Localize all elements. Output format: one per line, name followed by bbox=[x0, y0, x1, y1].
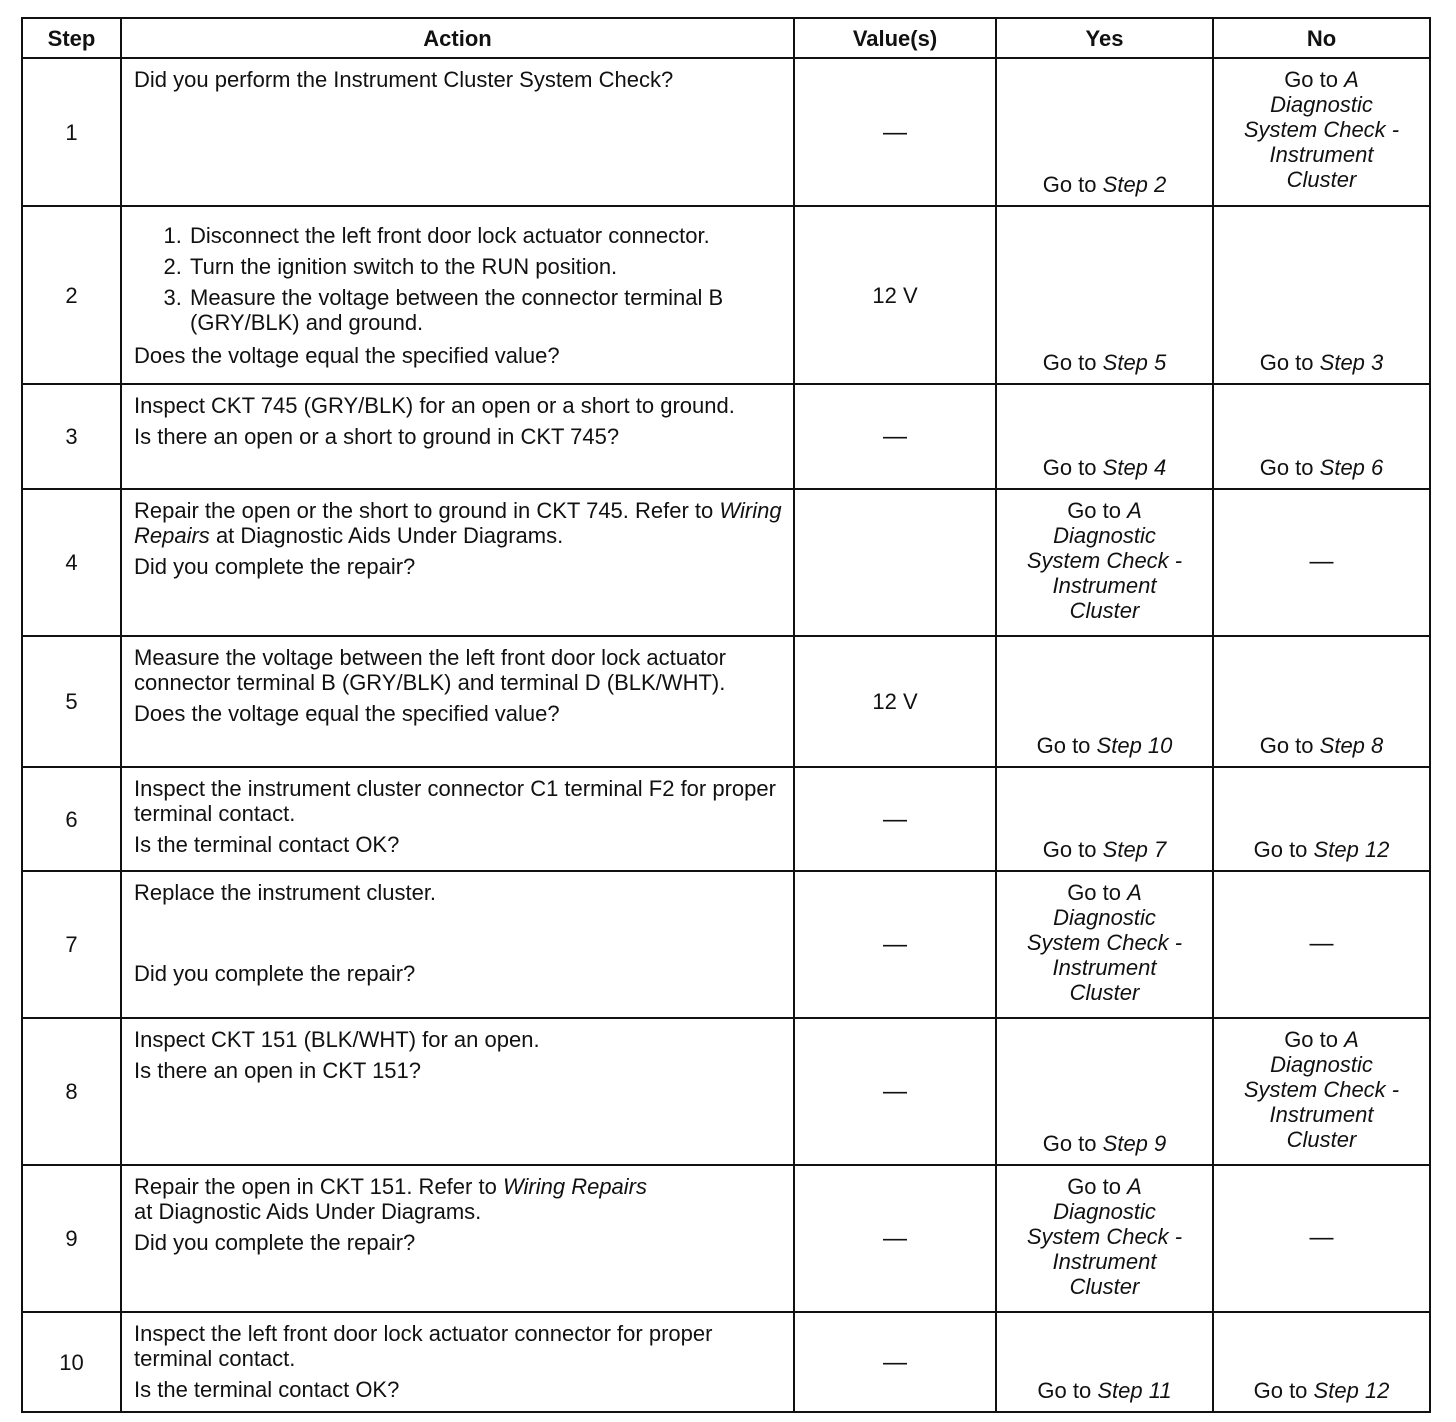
goto-link[interactable]: Step 5 bbox=[1102, 350, 1167, 375]
yes-cell: Go to Step 7 bbox=[996, 767, 1213, 871]
diagnostic-table bbox=[21, 17, 1431, 1413]
yes-cell bbox=[996, 871, 1213, 1018]
action-cell bbox=[121, 489, 794, 636]
goto-link[interactable]: Step 6 bbox=[1319, 455, 1384, 480]
action-question: Does the voltage equal the specified value? bbox=[134, 343, 560, 368]
action-cell bbox=[121, 206, 794, 384]
no-cell bbox=[1213, 1018, 1430, 1165]
action-question: Is there an open or a short to ground in CKT 745? bbox=[134, 424, 620, 449]
table-row bbox=[22, 1312, 1430, 1412]
action-text: Replace the instrument cluster. bbox=[134, 880, 437, 905]
action-cell bbox=[121, 58, 794, 206]
step-number: 4 bbox=[22, 489, 121, 636]
value-cell: — bbox=[794, 58, 996, 206]
action-question: Does the voltage equal the specified value? bbox=[134, 701, 560, 726]
step-number: 3 bbox=[22, 384, 121, 489]
yes-cell: Go to Step 5 bbox=[996, 206, 1213, 384]
no-cell: — bbox=[1213, 871, 1430, 1018]
list-item: 3. Measure the voltage between the connector terminal B (GRY/BLK) and ground. bbox=[188, 285, 783, 335]
goto-link[interactable]: Step 10 bbox=[1096, 733, 1173, 758]
step-number: 2 bbox=[22, 206, 121, 384]
goto-diag-link[interactable]: Go to A Diagnostic System Check - Instrument Cluster bbox=[1243, 67, 1400, 192]
goto-link[interactable]: Step 9 bbox=[1102, 1131, 1167, 1156]
table-row bbox=[22, 636, 1430, 767]
wiring-repairs-ref: Wiring Repairs bbox=[502, 1174, 648, 1199]
no-cell: — bbox=[1213, 489, 1430, 636]
goto-link[interactable]: Step 8 bbox=[1319, 733, 1384, 758]
yes-cell: Go to Step 11 bbox=[996, 1312, 1213, 1412]
goto-diag-link[interactable]: Go to A Diagnostic System Check - Instrument Cluster bbox=[1026, 1174, 1183, 1299]
action-text: Did you perform the Instrument Cluster System Check? bbox=[134, 67, 674, 92]
action-text: Inspect the instrument cluster connector C1 terminal F2 for proper terminal contact. bbox=[134, 776, 776, 826]
goto-link[interactable]: Step 7 bbox=[1102, 837, 1167, 862]
step-number: 9 bbox=[22, 1165, 121, 1312]
header-no: No bbox=[1213, 18, 1430, 58]
table-row bbox=[22, 871, 1430, 1018]
step-number: 8 bbox=[22, 1018, 121, 1165]
list-item: 2. Turn the ignition switch to the RUN position. bbox=[188, 254, 783, 279]
header-step: Step bbox=[22, 18, 121, 58]
value-cell: — bbox=[794, 871, 996, 1018]
table-row bbox=[22, 58, 1430, 206]
goto-text: Go to bbox=[1042, 172, 1097, 197]
goto-diag-link[interactable]: Go to A Diagnostic System Check - Instrument Cluster bbox=[1243, 1027, 1400, 1152]
value-cell: 12 V bbox=[794, 206, 996, 384]
action-cell bbox=[121, 1018, 794, 1165]
action-text: Measure the voltage between the left front door lock actuator connector terminal B (GRY/BLK) and terminal D (BLK/WHT). bbox=[134, 645, 726, 695]
goto-link[interactable]: Step 11 bbox=[1097, 1378, 1172, 1403]
no-cell: Go to Step 6 bbox=[1213, 384, 1430, 489]
action-question: Is there an open in CKT 151? bbox=[134, 1058, 422, 1083]
table-header-row bbox=[22, 18, 1430, 58]
action-cell bbox=[121, 384, 794, 489]
action-question: Did you complete the repair? bbox=[134, 554, 416, 579]
goto-link[interactable]: Step 3 bbox=[1319, 350, 1384, 375]
value-cell: — bbox=[794, 1312, 996, 1412]
action-steps-list bbox=[134, 223, 783, 335]
goto-link[interactable]: Step 12 bbox=[1313, 837, 1390, 862]
value-cell: — bbox=[794, 1165, 996, 1312]
value-cell: — bbox=[794, 1018, 996, 1165]
action-question: Is the terminal contact OK? bbox=[134, 832, 400, 857]
table-row bbox=[22, 384, 1430, 489]
goto-link[interactable]: Step 4 bbox=[1102, 455, 1167, 480]
action-cell bbox=[121, 767, 794, 871]
action-question: Is the terminal contact OK? bbox=[134, 1377, 400, 1402]
step-number: 5 bbox=[22, 636, 121, 767]
header-yes: Yes bbox=[996, 18, 1213, 58]
list-item: 1. Disconnect the left front door lock actuator connector. bbox=[188, 223, 783, 248]
value-cell: — bbox=[794, 384, 996, 489]
yes-cell bbox=[996, 1165, 1213, 1312]
action-text: Inspect CKT 151 (BLK/WHT) for an open. bbox=[134, 1027, 540, 1052]
action-text: Inspect CKT 745 (GRY/BLK) for an open or a short to ground. bbox=[134, 393, 735, 418]
yes-cell bbox=[996, 489, 1213, 636]
action-question: Did you complete the repair? bbox=[134, 961, 416, 986]
goto-diag-link[interactable]: Go to A Diagnostic System Check - Instrument Cluster bbox=[1026, 880, 1183, 1005]
no-cell: — bbox=[1213, 1165, 1430, 1312]
table-row bbox=[22, 1165, 1430, 1312]
action-text: Repair the open in CKT 151. Refer to Wiring Repairs at Diagnostic Aids Under Diagrams. bbox=[134, 1174, 648, 1224]
no-cell: Go to Step 8 bbox=[1213, 636, 1430, 767]
no-cell: Go to Step 12 bbox=[1213, 767, 1430, 871]
no-cell bbox=[1213, 58, 1430, 206]
no-cell: Go to Step 3 bbox=[1213, 206, 1430, 384]
value-cell: 12 V bbox=[794, 636, 996, 767]
goto-link[interactable]: Step 12 bbox=[1313, 1378, 1390, 1403]
wiring-repairs-ref: Wiring Repairs bbox=[134, 498, 782, 548]
action-text: Repair the open or the short to ground in CKT 745. Refer to Wiring Repairs at Diagnostic Aids Under Diagrams. bbox=[134, 498, 782, 548]
value-cell: — bbox=[794, 767, 996, 871]
action-cell bbox=[121, 1165, 794, 1312]
action-cell bbox=[121, 636, 794, 767]
no-cell: Go to Step 12 bbox=[1213, 1312, 1430, 1412]
yes-cell: Go to Step 9 bbox=[996, 1018, 1213, 1165]
value-cell bbox=[794, 489, 996, 636]
action-question: Did you complete the repair? bbox=[134, 1230, 416, 1255]
step-number: 1 bbox=[22, 58, 121, 206]
action-text: Inspect the left front door lock actuator connector for proper terminal contact. bbox=[134, 1321, 713, 1371]
step-number: 7 bbox=[22, 871, 121, 1018]
step-number: 10 bbox=[22, 1312, 121, 1412]
header-values: Value(s) bbox=[794, 18, 996, 58]
table-row bbox=[22, 489, 1430, 636]
table-row bbox=[22, 767, 1430, 871]
goto-link[interactable]: Step 2 bbox=[1102, 172, 1167, 197]
header-action: Action bbox=[121, 18, 794, 58]
table-row bbox=[22, 1018, 1430, 1165]
table-row bbox=[22, 206, 1430, 384]
yes-cell bbox=[996, 58, 1213, 206]
step-number: 6 bbox=[22, 767, 121, 871]
yes-cell: Go to Step 4 bbox=[996, 384, 1213, 489]
action-cell bbox=[121, 871, 794, 1018]
action-cell bbox=[121, 1312, 794, 1412]
yes-cell: Go to Step 10 bbox=[996, 636, 1213, 767]
goto-diag-link[interactable]: Go to A Diagnostic System Check - Instrument Cluster bbox=[1026, 498, 1183, 623]
